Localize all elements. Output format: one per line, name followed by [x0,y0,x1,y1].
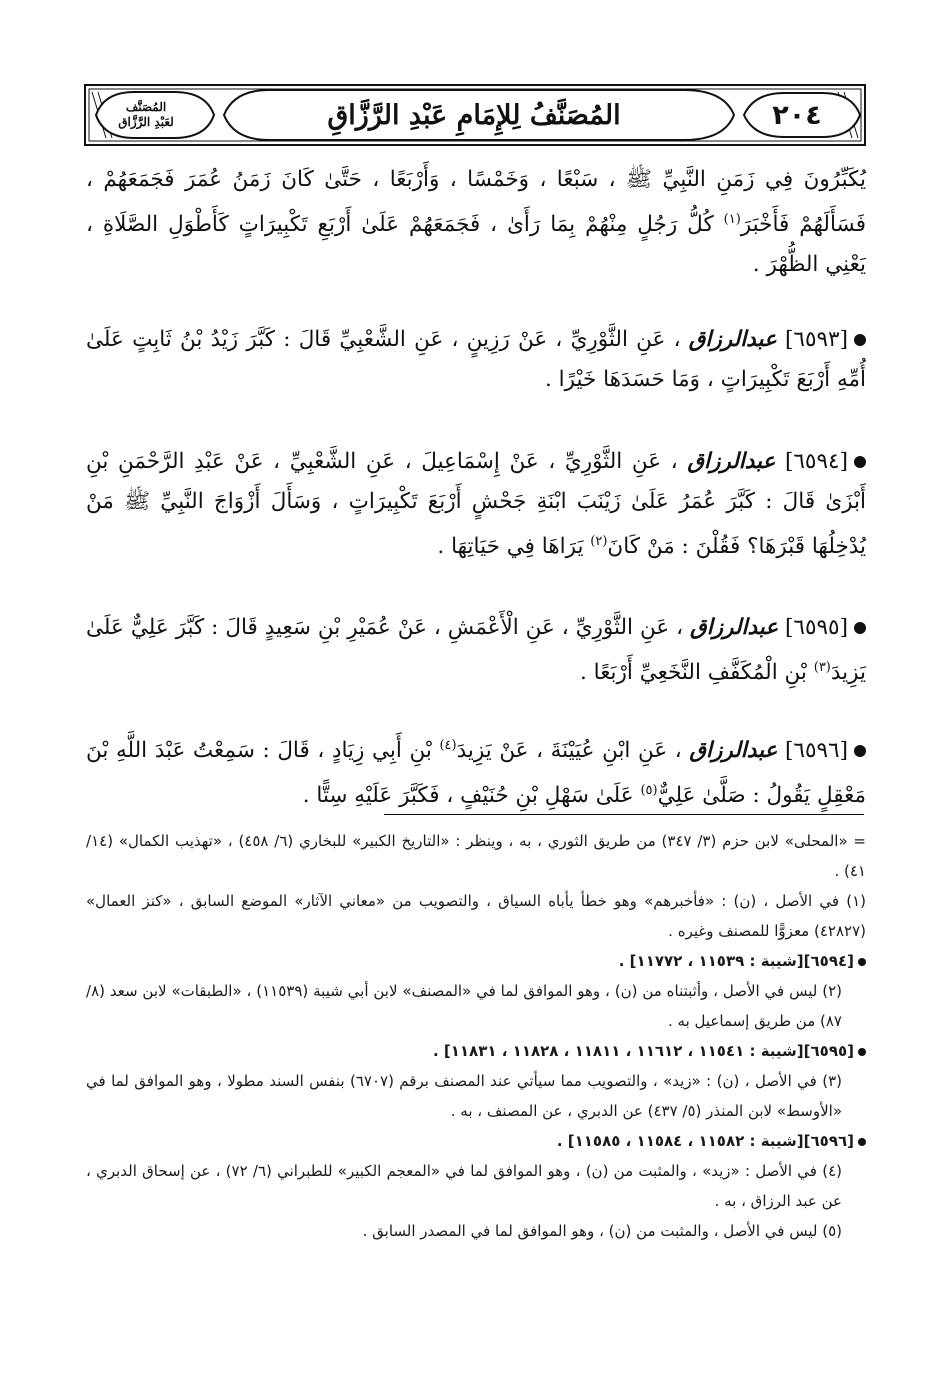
badge-line-1: المُصَنَّف [125,100,167,114]
narrator: عبدالرزاق [687,449,776,474]
bullet-icon [854,334,866,346]
footnote-3: (٣) في الأصل ، (ن) : «زيد» ، والتصويب مما سيأتي عند المصنف برقم (٦٧٠٧) بنفس السند مطولا ، وهو الموافق لما في «الأوسط» لابن المنذر (٥/ ٤٣٧) عن الدبري ، عن المصنف ، به . [86,1072,843,1120]
narrator: عبدالرزاق [688,327,777,352]
header-banner [84,84,866,146]
footnote-4: (٤) في الأصل : «زيد» ، والمثبت من (ن) ، وهو الموافق لما في «المعجم الكبير» للطبراني (٦/ ٧٢) ، عن إسحاق الدبري ، عن عبد الرزاق ، به . [86,1162,842,1210]
continuation-end: كُلُّ رَجُلٍ مِنْهُمْ بِمَا رَأَىٰ ، فَجَمَعَهُمْ عَلَىٰ أَرْبَعِ تَكْبِيرَاتٍ كَأَطْوَلِ الصَّلَاةِ ، يَعْنِي الظُّهْرَ . [86,212,866,278]
source-6596 [86,1126,866,1156]
source-text: [٦٥٩٥][شيبة : ١١٥٤١ ، ١١٦١٢ ، ١١٨١١ ، ١١٨٢٨ ، ١١٨٣١] . [432,1042,854,1060]
bullet-icon [854,456,866,468]
hadith-6593 [86,320,866,428]
source-text: [٦٥٩٤][شيبة : ١١٥٣٩ ، ١١٧٧٢] . [618,952,854,970]
footnote-ref-5: (٥) [640,783,658,799]
footnote-2: (٢) ليس في الأصل ، وأثبتناه من (ن) ، وهو الموافق لما في «المصنف» لابن أبي شيبة (١١٥٣٩) ، «الطبقات» لابن سعد (٨/ ٨٧) من طريق إسماعيل به . [86,982,842,1030]
main-text [86,160,866,809]
bullet-icon [854,745,866,757]
bullet-icon [854,622,866,634]
hadith-number: [٦٥٩٣] [785,327,848,352]
page-number: ٢٠٤ [772,99,822,131]
hadith-6595 [86,608,866,716]
hadith-text: ، عَنِ الثَّوْرِيِّ ، عَنْ إِسْمَاعِيلَ ، عَنِ الشَّعْبِيِّ ، عَنْ عَبْدِ الرَّحْمَنِ بْنِ أَبْزَىٰ قَالَ : كَبَّرَ عُمَرُ عَلَىٰ زَيْنَبَ ابْنَةِ جَحْشٍ أَرْبَعَ تَكْبِيرَاتٍ ، وَسَأَلَ أَزْوَاجَ النَّبِيِّ ﷺ مَنْ يُدْخِلُهَا قَبْرَهَا؟ فَقُلْنَ : مَنْ كَانَ [86,449,866,560]
hadith-number: [٦٥٩٥] [785,615,848,640]
footnote-5: (٥) ليس في الأصل ، والمثبت من (ن) ، وهو الموافق لما في المصدر السابق . [362,1222,842,1240]
book-badge [98,92,194,138]
footnote-1: (١) في الأصل ، (ن) : «فأخبرهم» وهو خطأ يأباه السياق ، والتصويب من «معاني الآثار» الموضع السابق ، «كنز العمال» (٤٢٨٢٧) معزوًّا للمصنف وغيره . [86,892,866,940]
hadith-text: ، عَنِ ابْنِ عُيَيْنَةَ ، عَنْ يَزِيدَ [456,738,682,764]
hadith-6594 [86,442,866,598]
bullet-icon [858,958,866,966]
hadith-6596 [86,726,866,832]
hadith-text: ، عَنِ الثَّوْرِيِّ ، عَنْ رَزِينٍ ، عَنِ الشَّعْبِيِّ قَالَ : كَبَّرَ زَيْدُ بْنُ ثَابِتٍ عَلَىٰ أُمِّهِ أَرْبَعَ تَكْبِيرَاتٍ ، وَمَا حَسَدَهَا خَيْرًا . [86,327,866,392]
bullet-icon [858,1138,866,1146]
continuation-paragraph [86,160,866,320]
hadith-number: [٦٥٩٤] [784,449,848,474]
hadith-text: ، عَنِ الثَّوْرِيِّ ، عَنِ الْأَعْمَشِ ، عَنْ عُمَيْرِ بْنِ سَعِيدٍ قَالَ : كَبَّرَ عَلِيٌّ عَلَىٰ يَزِيدَ [86,615,866,686]
footnote-continuation: = «المحلى» لابن حزم (٣/ ٣٤٧) من طريق الثوري ، به ، وينظر : «التاريخ الكبير» للبخاري (٦/ ٤٥٨) ، «تهذيب الكمال» (١٤/ ٤١) . [86,832,866,880]
badge-line-2: لعَبْدِ الرَّزَّاق [118,115,174,129]
bullet-icon [858,1048,866,1056]
source-6594 [86,946,866,976]
footnote-ref-4: (٤) [439,738,457,753]
hadith-text-end: بْنِ الْمُكَفَّفِ النَّخَعِيِّ أَرْبَعًا . [579,660,814,686]
narrator: عبدالرزاق [690,615,779,640]
footnote-divider [384,814,864,815]
hadith-number: [٦٥٩٦] [785,738,848,764]
hadith-text-mid: بْنِ أَبِي زِيَادٍ ، قَالَ : سَمِعْتُ عَبْدَ اللَّهِ بْنَ مَعْقِلٍ يَقُولُ : صَلَّىٰ عَلِيٌّ [86,738,866,809]
source-text: [٦٥٩٦][شيبة : ١١٥٨٢ ، ١١٥٨٤ ، ١١٥٨٥] . [556,1132,854,1150]
hadith-text-end: عَلَىٰ سَهْلِ بْنِ حُنَيْفٍ ، فَكَبَّرَ عَلَيْهِ سِتًّا . [302,783,641,809]
continuation-text: يُكَبِّرُونَ فِي زَمَنِ النَّبِيِّ ﷺ ، سَبْعًا ، وَخَمْسًا ، وَأَرْبَعًا ، حَتَّىٰ كَانَ زَمَنُ عُمَرَ فَجَمَعَهُمْ ، فَسَأَلَهُمْ فَأَخْبَرَ [86,167,866,238]
book-title: المُصَنَّفُ لِلإِمَامِ عَبْدِ الرَّزَّاقِ [327,99,621,131]
footnote-ref-2: (٢) [590,534,608,549]
footnote-ref-1: (١) [723,212,741,227]
footnotes [86,826,866,1246]
footnote-ref-3: (٣) [813,660,831,675]
narrator: عبدالرزاق [689,738,778,764]
source-6595 [86,1036,866,1066]
hadith-text-end: يَرَاهَا فِي حَيَاتِهَا . [437,534,591,560]
